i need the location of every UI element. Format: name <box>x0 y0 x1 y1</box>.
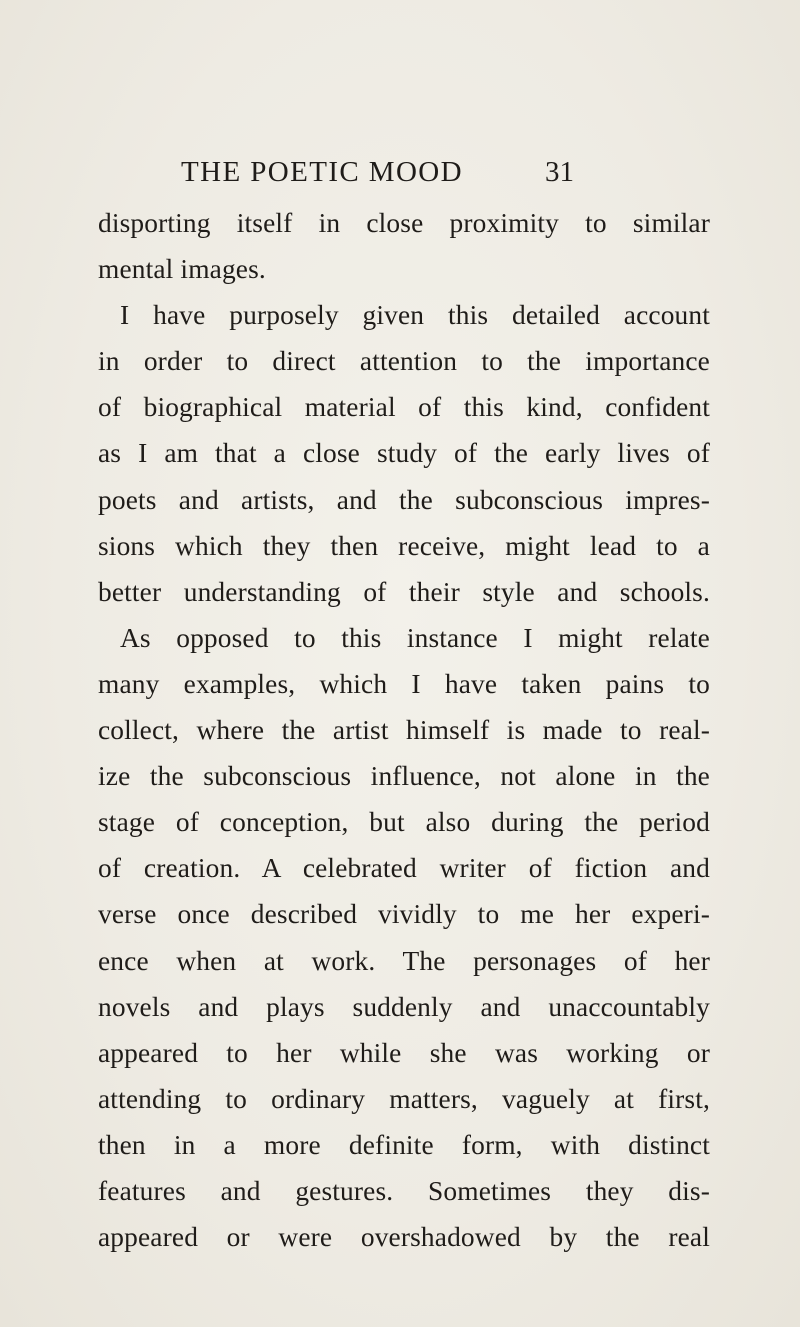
text-line: collect, where the artist himself is made to real- <box>98 715 710 746</box>
text-line: ize the subconscious influence, not alone in the <box>98 761 710 792</box>
text-line: better understanding of their style and schools. <box>98 576 710 607</box>
text-line: novels and plays suddenly and unaccountably <box>98 991 710 1022</box>
text-line: as I am that a close study of the early lives of <box>98 438 710 469</box>
text-line: ence when at work. The personages of her <box>98 945 710 976</box>
text-line: poets and artists, and the subconscious impres- <box>98 484 710 515</box>
text-line: sions which they then receive, might lead to a <box>98 530 710 561</box>
body-text <box>98 200 710 1260</box>
text-line: mental images. <box>98 254 266 285</box>
text-line: then in a more definite form, with distinct <box>98 1129 710 1160</box>
text-line: appeared or were overshadowed by the real <box>98 1222 710 1253</box>
page-number: 31 <box>545 156 574 188</box>
text-line: appeared to her while she was working or <box>98 1037 710 1068</box>
text-line: many examples, which I have taken pains to <box>98 668 710 699</box>
text-line: of creation. A celebrated writer of fiction and <box>98 853 710 884</box>
running-title: THE POETIC MOOD <box>181 156 463 188</box>
text-line: features and gestures. Sometimes they dis- <box>98 1175 710 1206</box>
text-line: verse once described vividly to me her experi- <box>98 899 710 930</box>
text-line: disporting itself in close proximity to similar <box>98 208 710 238</box>
text-line: attending to ordinary matters, vaguely at first, <box>98 1083 710 1114</box>
paragraph-start-line: As opposed to this instance I might relate <box>120 622 710 653</box>
paragraph-start-line: I have purposely given this detailed account <box>120 300 710 331</box>
text-line: stage of conception, but also during the period <box>98 807 710 838</box>
running-head <box>0 154 800 194</box>
text-line: in order to direct attention to the importance <box>98 346 710 377</box>
text-line: of biographical material of this kind, confident <box>98 392 710 423</box>
